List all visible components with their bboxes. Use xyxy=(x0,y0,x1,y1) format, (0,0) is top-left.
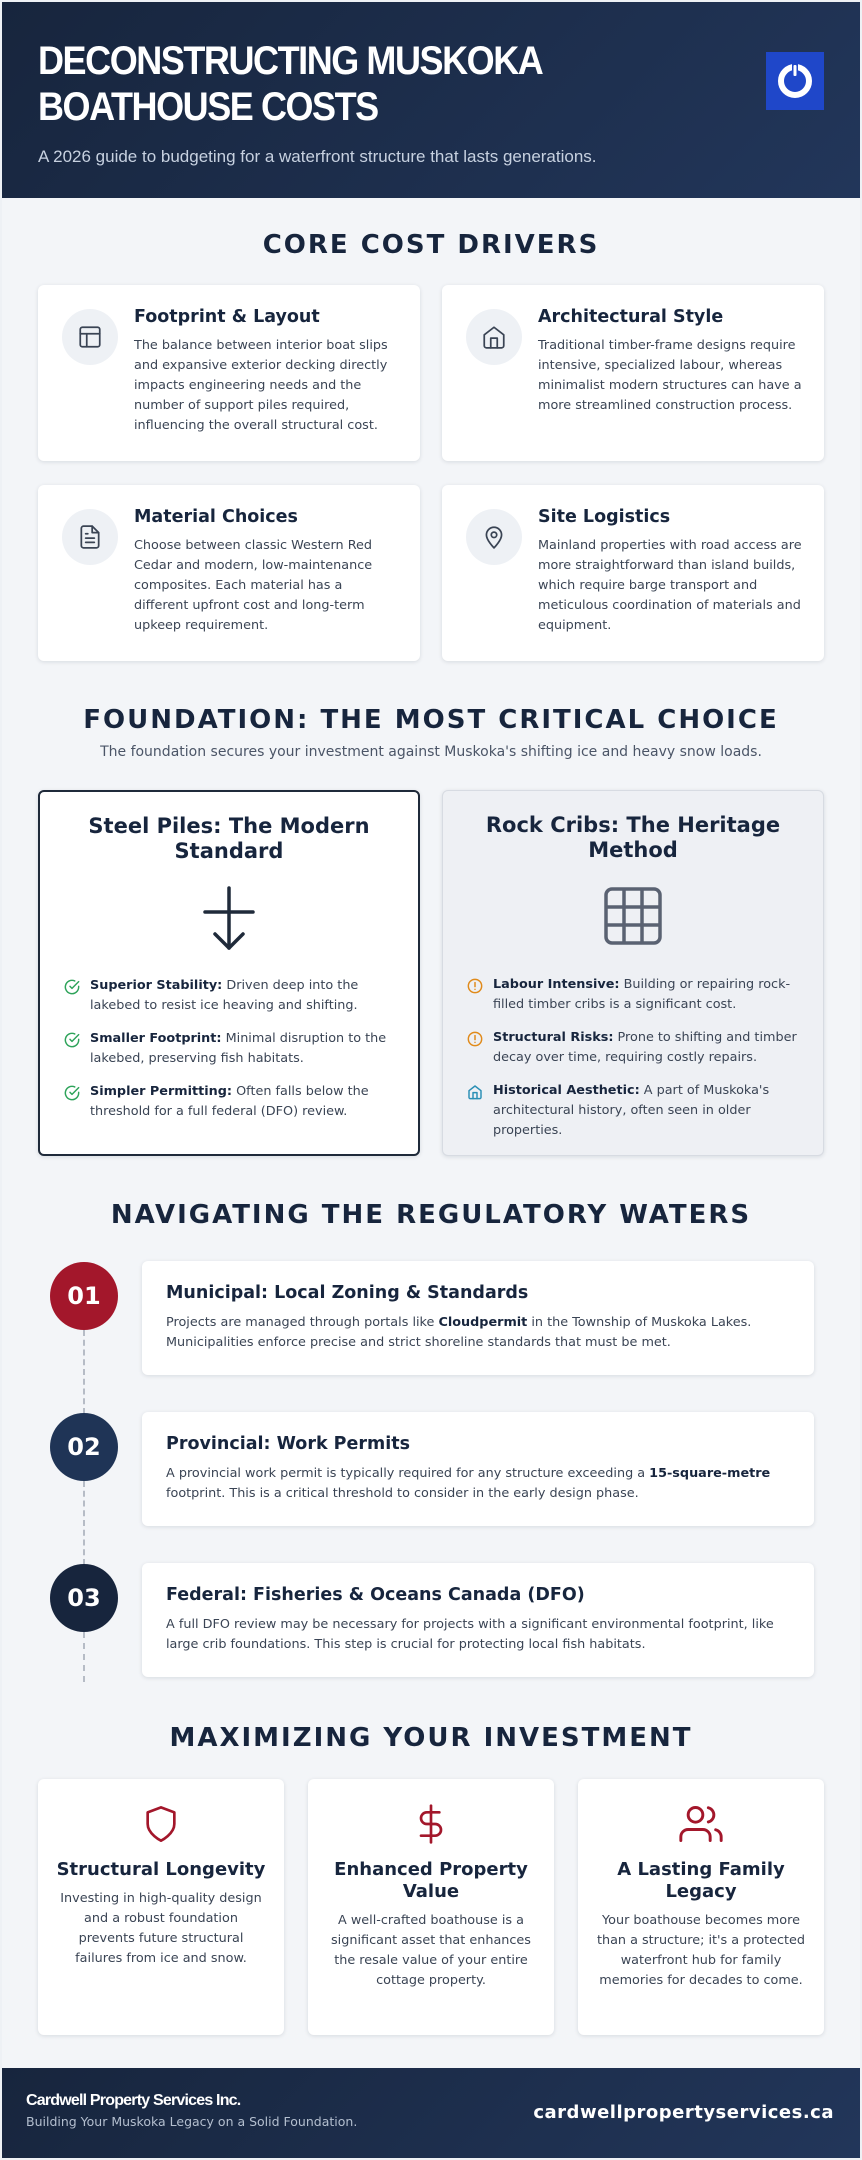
website-link[interactable]: cardwellpropertyservices.ca xyxy=(533,2102,834,2123)
investment-card-legacy xyxy=(578,1779,824,2035)
check-circle-icon xyxy=(64,1085,80,1101)
steel-piles-card xyxy=(38,790,420,1156)
users-icon xyxy=(677,1802,725,1846)
drivers-title: CORE COST DRIVERS xyxy=(262,230,600,260)
investment-body: A well-crafted boathouse is a significant asset that enhances the resale value of your entire cottage property. xyxy=(331,1913,531,1988)
step-card-provincial xyxy=(142,1412,814,1526)
step-body xyxy=(166,1464,790,1504)
shield-icon xyxy=(141,1802,181,1846)
driver-body: Choose between classic Western Red Cedar and modern, low-maintenance composites. Each material has a different upfront cost and long-term upkeep requirement. xyxy=(134,538,373,633)
point-text: Driven deep into the lakebed to resist ice heaving and shifting. xyxy=(90,978,359,1013)
layout-icon xyxy=(77,324,103,350)
grid-icon xyxy=(602,885,664,947)
investment-body: Your boathouse becomes more than a structure; it's a protected waterfront hub for family memories for decades to come. xyxy=(596,1913,806,1988)
point-label: Labour Intensive: xyxy=(493,977,620,992)
check-circle-icon xyxy=(64,979,80,995)
step-body-text: footprint. This is a critical threshold to consider in the early design phase. xyxy=(166,1486,639,1501)
investment-title-text: Structural Longevity xyxy=(56,1859,266,1880)
investment-title-text: A Lasting Family Legacy xyxy=(617,1859,785,1902)
driver-card-footprint xyxy=(38,285,420,461)
driver-body: Mainland properties with road access are more straightforward than island builds, which require barge transport and meticulous coordination of materials and equipment. xyxy=(538,538,802,633)
rock-cribs-card xyxy=(442,790,824,1156)
company-name: Cardwell Property Services Inc. xyxy=(26,2092,241,2109)
step-body-emphasis: 15-square-metre xyxy=(649,1466,771,1481)
foundation-title: FOUNDATION: THE MOST CRITICAL CHOICE xyxy=(83,705,779,735)
step-body-text: A full DFO review may be necessary for projects with a significant environmental footprint, like large crib foundations. This step is crucial for protecting local fish habitats. xyxy=(166,1617,774,1652)
map-pin-icon xyxy=(481,524,507,550)
driver-body: Traditional timber-frame designs require intensive, specialized labour, whereas minimalist modern structures can have a more streamlined construction process. xyxy=(538,338,802,413)
driver-title: Material Choices xyxy=(134,507,298,527)
step-body-text: in the Township of Muskoka Lakes. Municipalities enforce precise and strict shoreline standards that must be met. xyxy=(166,1315,752,1350)
point-text: Minimal disruption to the lakebed, preserving fish habitats. xyxy=(90,1031,387,1066)
point-text: Building or repairing rock-filled timber cribs is a significant cost. xyxy=(493,977,791,1012)
step-number: 02 xyxy=(50,1413,118,1481)
driver-card-material xyxy=(38,485,420,661)
page-title: DECONSTRUCTING MUSKOKA BOATHOUSE COSTS xyxy=(38,39,541,129)
driver-title: Architectural Style xyxy=(538,307,724,327)
arrow-down-icon xyxy=(201,886,257,952)
document-icon xyxy=(77,524,103,550)
point-label: Historical Aesthetic: xyxy=(493,1083,640,1098)
driver-title: Site Logistics xyxy=(538,507,671,527)
step-body-emphasis: Cloudpermit xyxy=(438,1315,528,1330)
regulatory-title: NAVIGATING THE REGULATORY WATERS xyxy=(110,1200,752,1230)
investment-title-text: Enhanced Property Value xyxy=(334,1859,528,1902)
point-text: Often falls below the threshold for a full federal (DFO) review. xyxy=(90,1084,369,1119)
page-subtitle: A 2026 guide to budgeting for a waterfront structure that lasts generations. xyxy=(38,147,597,166)
step-body-text: A provincial work permit is typically required for any structure exceeding a xyxy=(166,1466,650,1481)
power-ring-icon xyxy=(775,61,815,101)
rock-point xyxy=(467,1081,799,1141)
step-title: Provincial: Work Permits xyxy=(166,1434,411,1454)
step-title: Municipal: Local Zoning & Standards xyxy=(166,1283,529,1303)
timeline-connector xyxy=(83,1632,85,1682)
home-icon xyxy=(481,324,507,350)
step-number: 03 xyxy=(50,1564,118,1632)
rock-point xyxy=(467,1028,799,1068)
step-body xyxy=(166,1313,790,1353)
step-card-federal xyxy=(142,1563,814,1677)
point-label: Simpler Permitting: xyxy=(90,1084,233,1099)
logo xyxy=(766,52,824,110)
step-card-municipal xyxy=(142,1261,814,1375)
rock-cribs-title: Rock Cribs: The Heritage Method xyxy=(485,813,781,862)
step-body-text: Projects are managed through portals like xyxy=(166,1315,439,1330)
steel-piles-title: Steel Piles: The Modern Standard xyxy=(88,814,370,863)
driver-card-logistics xyxy=(442,485,824,661)
investment-card-longevity xyxy=(38,1779,284,2035)
timeline-connector xyxy=(83,1481,85,1565)
alert-circle-icon xyxy=(467,978,483,994)
point-label: Structural Risks: xyxy=(493,1030,614,1045)
point-label: Superior Stability: xyxy=(90,978,223,993)
driver-card-style xyxy=(442,285,824,461)
driver-title: Footprint & Layout xyxy=(134,307,320,327)
company-tagline: Building Your Muskoka Legacy on a Solid Foundation. xyxy=(26,2114,358,2129)
check-circle-icon xyxy=(64,1032,80,1048)
point-text: A part of Muskoka's architectural history, often seen in older properties. xyxy=(493,1083,770,1138)
investment-body: Investing in high-quality design and a robust foundation prevents future structural failures from ice and snow. xyxy=(60,1891,262,1966)
steel-point xyxy=(64,976,394,1016)
step-body xyxy=(166,1615,790,1655)
timeline-connector xyxy=(83,1330,85,1414)
dollar-icon xyxy=(411,1800,451,1848)
footer xyxy=(2,2068,860,2158)
foundation-subtitle: The foundation secures your investment against Muskoka's shifting ice and heavy snow loads. xyxy=(100,744,762,760)
driver-body: The balance between interior boat slips and expansive exterior decking directly impacts engineering needs and the number of support piles required, influencing the overall structural cost. xyxy=(134,338,388,433)
step-number: 01 xyxy=(50,1262,118,1330)
point-label: Smaller Footprint: xyxy=(90,1031,222,1046)
home-icon xyxy=(467,1084,483,1100)
steel-point xyxy=(64,1082,394,1122)
alert-circle-icon xyxy=(467,1031,483,1047)
steel-point xyxy=(64,1029,394,1069)
investment-title: MAXIMIZING YOUR INVESTMENT xyxy=(169,1723,693,1753)
investment-card-value xyxy=(308,1779,554,2035)
rock-point xyxy=(467,975,799,1015)
header-banner xyxy=(2,2,860,198)
step-title: Federal: Fisheries & Oceans Canada (DFO) xyxy=(166,1585,585,1605)
point-text: Prone to shifting and timber decay over time, requiring costly repairs. xyxy=(493,1030,797,1065)
infographic-page xyxy=(2,2,860,2158)
